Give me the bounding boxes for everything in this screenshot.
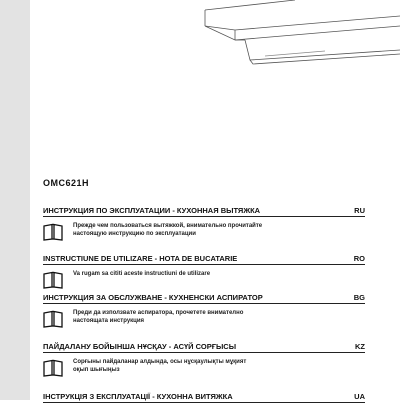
open-book-icon: [43, 310, 63, 328]
section-header: [43, 292, 365, 304]
language-section-bg: [43, 292, 365, 333]
note-text: [73, 270, 365, 278]
language-section-kz: [43, 341, 365, 382]
section-note: [43, 270, 365, 294]
open-book-icon: [43, 223, 63, 241]
language-code: BG: [353, 293, 365, 302]
note-line: настоящата инструкция: [73, 318, 145, 324]
section-note: [43, 309, 365, 333]
note-text: [73, 309, 365, 325]
language-code: UA: [354, 392, 365, 401]
section-title: ПАЙДАЛАНУ БОЙЫНША НҰСҚАУ - АСҮЙ СОРҒЫСЫ: [43, 342, 237, 351]
note-line: Преди да използвате аспиратора, прочетете внимателно: [73, 310, 244, 316]
cooker-hood-illustration: [175, 0, 400, 80]
open-book-icon: [43, 359, 63, 377]
section-note: [43, 222, 365, 246]
language-code: RU: [354, 206, 365, 215]
section-title: INSTRUCTIUNE DE UTILIZARE - HOTA DE BUCATARIE: [43, 254, 238, 263]
open-book-icon: [43, 271, 63, 289]
note-text: [73, 222, 365, 238]
section-note: [43, 358, 365, 382]
side-bar: [0, 0, 30, 400]
section-header: [43, 391, 365, 403]
language-section-ru: [43, 205, 365, 246]
language-code: RO: [353, 254, 365, 263]
section-title: ИНСТРУКЦИЯ ЗА ОБСЛУЖВАНЕ - КУХНЕНСКИ АСПИРАТОР: [43, 293, 263, 302]
section-title: ИНСТРУКЦИЯ ПО ЭКСПЛУАТАЦИИ - КУХОННАЯ ВЫТЯЖКА: [43, 206, 261, 215]
model-number: OMC621H: [43, 178, 90, 188]
language-section-ua: [43, 391, 365, 403]
language-section-ro: [43, 253, 365, 294]
section-header: [43, 341, 365, 353]
language-code: KZ: [355, 342, 365, 351]
section-title: ІНСТРУКЦІЯ З ЕКСПЛУАТАЦІЇ - КУХОННА ВИТЯЖКА: [43, 392, 233, 401]
note-line: оқып шығыңыз: [73, 367, 120, 373]
note-line: настоящую инструкцию по эксплуатации: [73, 231, 196, 237]
note-line: Сорғыны пайдаланар алдында, осы нұсқаулықты мұқият: [73, 359, 247, 365]
note-line: Прежде чем пользоваться вытяжкой, внимательно прочитайте: [73, 223, 263, 229]
section-header: [43, 253, 365, 265]
note-text: [73, 358, 365, 374]
note-line: Va rugam sa cititi aceste instructiuni de utilizare: [73, 271, 211, 277]
section-header: [43, 205, 365, 217]
